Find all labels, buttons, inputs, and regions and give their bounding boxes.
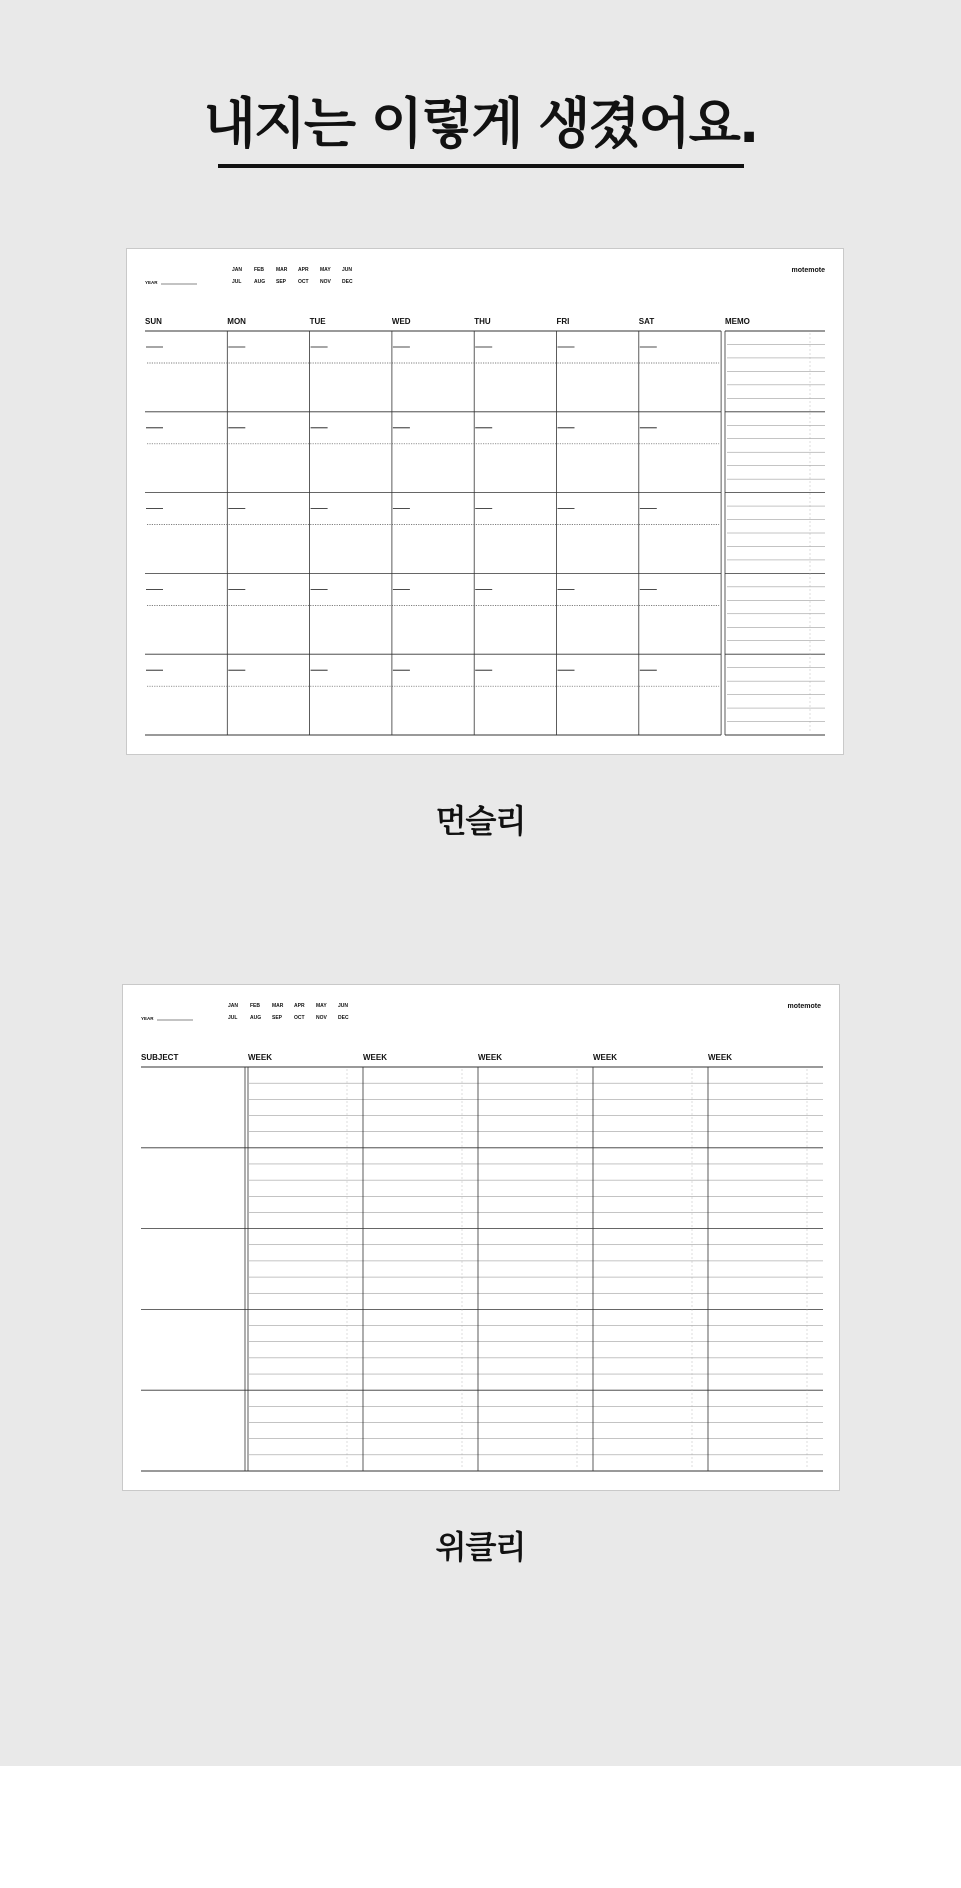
month-label: FEB: [250, 1003, 260, 1009]
month-label: DEC: [342, 279, 353, 285]
month-label: JUN: [342, 267, 353, 273]
month-label: MAY: [316, 1003, 327, 1009]
headline-underline: [218, 164, 744, 168]
day-header: SAT: [638, 317, 655, 326]
month-label: NOV: [316, 1015, 327, 1021]
monthly-planner-grid: [127, 249, 843, 754]
month-label: SEP: [276, 279, 287, 285]
brand-logo: motemote: [787, 1003, 821, 1010]
monthly-caption: 먼슬리: [435, 802, 526, 840]
month-label: OCT: [298, 279, 309, 285]
weekly-planner-sheet: [122, 984, 840, 1491]
brand-logo: motemote: [791, 267, 825, 274]
month-label: JAN: [232, 267, 243, 273]
week-header: WEEK: [363, 1053, 387, 1062]
month-label: SEP: [272, 1015, 283, 1021]
month-label: APR: [294, 1003, 305, 1009]
month-label: JUL: [228, 1015, 238, 1021]
week-header: WEEK: [593, 1053, 617, 1062]
weekly-planner-grid: [123, 985, 839, 1490]
month-label: AUG: [254, 279, 266, 285]
month-label: AUG: [250, 1015, 262, 1021]
memo-header: MEMO: [725, 317, 750, 326]
weekly-caption: 위클리: [435, 1528, 526, 1566]
month-label: JUL: [232, 279, 242, 285]
month-label: MAY: [320, 267, 331, 273]
month-label: OCT: [294, 1015, 305, 1021]
week-header: WEEK: [478, 1053, 502, 1062]
day-header: SUN: [145, 317, 162, 326]
month-label: DEC: [338, 1015, 349, 1021]
day-header: TUE: [309, 317, 326, 326]
year-label: YEAR: [141, 1016, 154, 1021]
year-label: YEAR: [145, 280, 158, 285]
month-label: MAR: [272, 1003, 284, 1009]
month-label: JAN: [228, 1003, 239, 1009]
month-label: JUN: [338, 1003, 349, 1009]
week-header: WEEK: [248, 1053, 272, 1062]
day-header: MON: [227, 317, 246, 326]
month-label: NOV: [320, 279, 331, 285]
month-label: APR: [298, 267, 309, 273]
page-headline: 내지는 이렇게 생겼어요.: [203, 92, 758, 155]
day-header: THU: [474, 317, 491, 326]
month-label: FEB: [254, 267, 264, 273]
month-label: MAR: [276, 267, 288, 273]
subject-header: SUBJECT: [141, 1053, 179, 1062]
monthly-planner-sheet: [126, 248, 844, 755]
week-header: WEEK: [708, 1053, 732, 1062]
day-header: FRI: [556, 317, 570, 326]
day-header: WED: [391, 317, 411, 326]
